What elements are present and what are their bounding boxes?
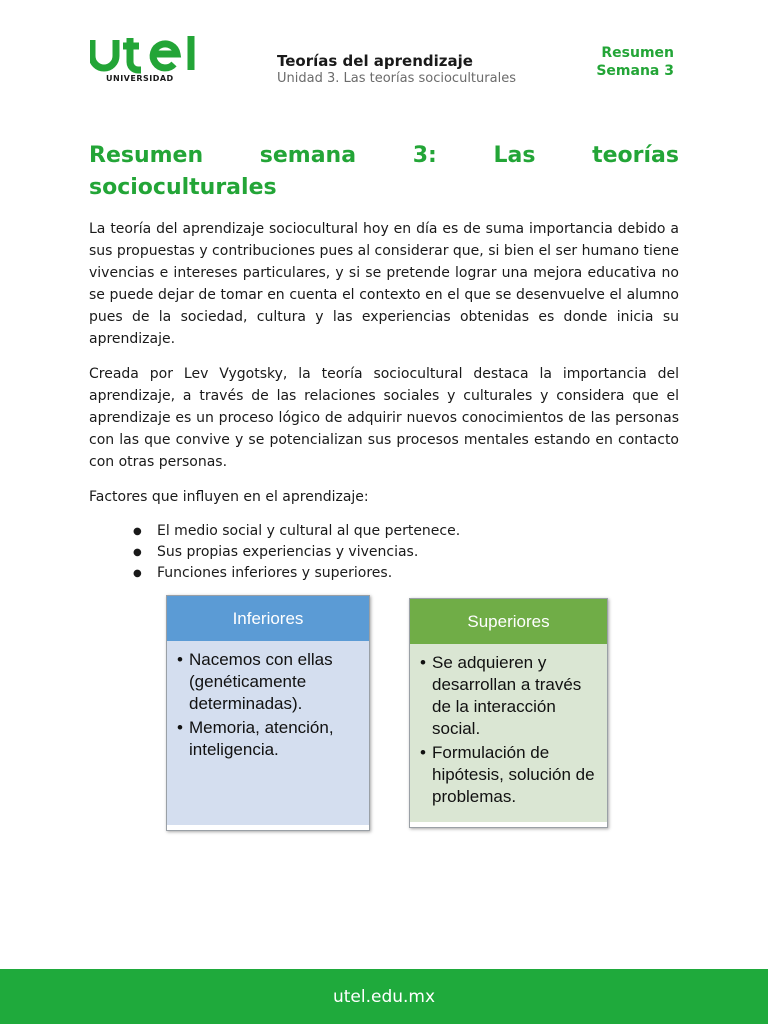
document-body	[89, 140, 679, 584]
document-title	[89, 140, 679, 204]
list-item: ● Funciones inferiores y superiores.	[157, 563, 679, 584]
factors-list	[89, 521, 679, 584]
week-label	[596, 44, 674, 80]
title-word: teorías	[592, 143, 679, 168]
superiores-body	[410, 644, 607, 822]
list-item: • Se adquieren y desarrollan a través de la interacción social.	[420, 652, 597, 740]
title-word: Resumen	[89, 143, 204, 168]
document-title-line2: socioculturales	[89, 175, 277, 200]
superiores-heading: Superiores	[410, 599, 607, 644]
list-item: • Nacemos con ellas (genéticamente determinadas).	[177, 649, 359, 715]
inferiores-heading: Inferiores	[167, 596, 369, 641]
paragraph-intro: La teoría del aprendizaje sociocultural hoy en día es de suma importancia debido a sus propuestas y contribuciones pues al considerar que, si bien el ser humano tiene vivencias e intereses particulares, y si se pretende lograr una mejora educativa no se puede dejar de tomar en cuenta el contexto en el que se desenvuelve el alumno pues de la sociedad, cultura y las experiencias obtenidas es donde inicia su aprendizaje.	[89, 221, 679, 347]
course-subtitle: Unidad 3. Las teorías socioculturales	[277, 71, 516, 86]
title-word: Las	[493, 143, 536, 168]
inferiores-card	[166, 595, 370, 831]
list-item: • Formulación de hipótesis, solución de problemas.	[420, 742, 597, 808]
list-item: ● El medio social y cultural al que pertenece.	[157, 521, 679, 542]
factors-intro: Factores que influyen en el aprendizaje:	[89, 489, 369, 505]
inferiores-body	[167, 641, 369, 825]
week-label-line1: Resumen	[601, 45, 674, 61]
superiores-card	[409, 598, 608, 828]
title-word: 3:	[412, 143, 437, 168]
course-title: Teorías del aprendizaje	[277, 52, 473, 70]
utel-logo	[90, 36, 202, 86]
list-item: • Memoria, atención, inteligencia.	[177, 717, 359, 761]
week-label-line2: Semana 3	[596, 63, 674, 79]
list-item: ● Sus propias experiencias y vivencias.	[157, 542, 679, 563]
page-header	[0, 0, 768, 110]
footer-url: utel.edu.mx	[332, 986, 436, 1007]
page-footer	[0, 969, 768, 1024]
title-word: semana	[259, 143, 357, 168]
logo-subtitle: UNIVERSIDAD	[106, 74, 174, 83]
paragraph-vygotsky: Creada por Lev Vygotsky, la teoría sociocultural destaca la importancia del aprendizaje, a través de las relaciones sociales y culturales y considera que el aprendizaje es un proceso lógico de adquirir nuevos conocimientos de las personas con las que convive y se potencializan sus procesos mentales estando en contacto con otras personas.	[89, 366, 679, 470]
document-title-line1	[89, 140, 679, 172]
utel-logo-mark	[90, 36, 202, 76]
